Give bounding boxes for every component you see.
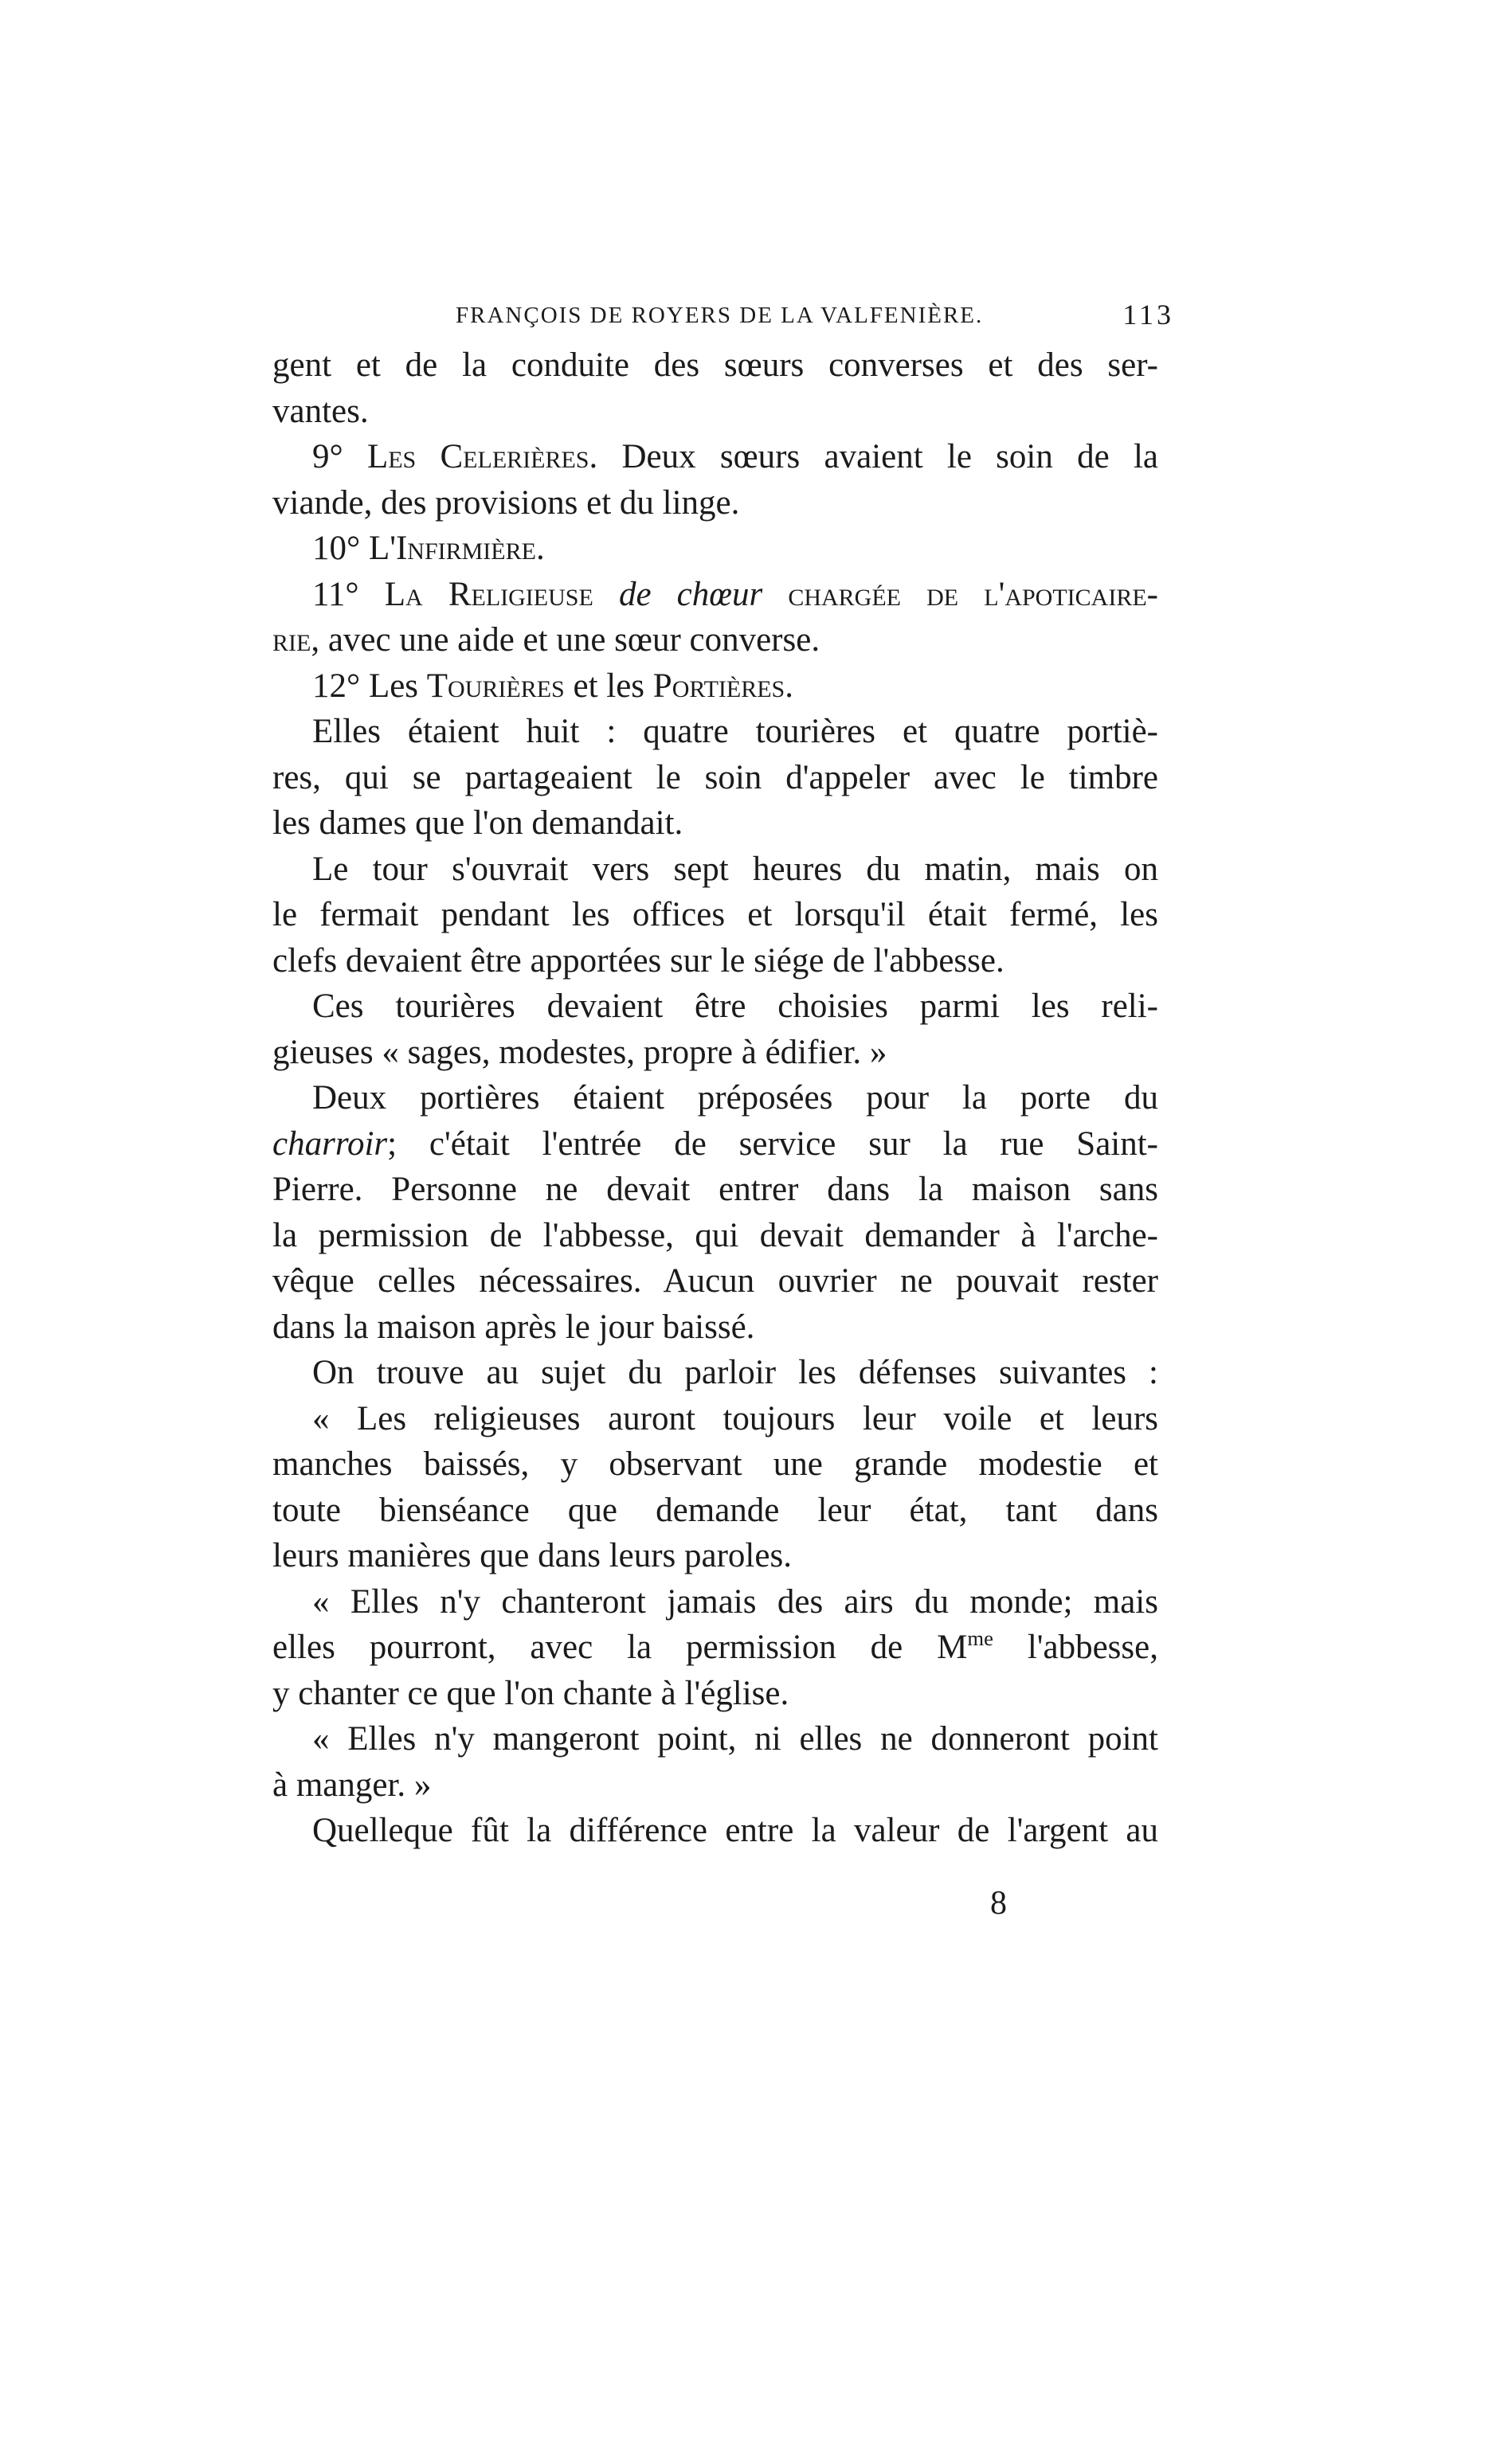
text-line: Deux portières étaient préposées pour la porte du bbox=[312, 1079, 1158, 1117]
text-line: à manger. » bbox=[272, 1766, 432, 1804]
text-span: l'abbesse, bbox=[993, 1629, 1158, 1666]
page-header bbox=[456, 299, 1174, 342]
text-line: clefs devaient être apportées sur le siége de l'abbesse. bbox=[272, 941, 1004, 980]
text-line: Ces tourières devaient être choisies parmi les reli- bbox=[312, 988, 1158, 1025]
item-heading: chargée de l'apoticaire- bbox=[762, 575, 1158, 613]
text-line: la permission de l'abbesse, qui devait demander à l'arche- bbox=[272, 1216, 1158, 1254]
item-number: 11° bbox=[312, 575, 385, 613]
item-heading: Tourières bbox=[426, 667, 565, 705]
text-line: « Les religieuses auront toujours leur voile et leurs bbox=[312, 1399, 1158, 1437]
text-line: les dames que l'on demandait. bbox=[272, 804, 683, 842]
text-line: vêque celles nécessaires. Aucun ouvrier ne pouvait rester bbox=[272, 1262, 1158, 1300]
text-line: viande, des provisions et du linge. bbox=[272, 483, 740, 522]
list-item-10 bbox=[272, 526, 1158, 572]
text-line: gent et de la conduite des sœurs converses et des ser- bbox=[272, 346, 1158, 384]
text-span: ; c'était l'entrée de service sur la rue Saint- bbox=[387, 1124, 1158, 1163]
text-line: vantes. bbox=[272, 392, 369, 430]
text-line bbox=[272, 1625, 1158, 1671]
italic-span: charroir bbox=[272, 1124, 388, 1163]
italic-span: de chœur bbox=[618, 575, 763, 613]
running-head: FRANÇOIS DE ROYERS DE LA VALFENIÈRE. bbox=[456, 303, 984, 328]
list-item-11 bbox=[272, 572, 1158, 618]
text-line: Elles étaient huit : quatre tourières et quatre portiè- bbox=[312, 713, 1158, 750]
text-line: Pierre. Personne ne devait entrer dans la maison sans bbox=[272, 1171, 1158, 1208]
text-line: le fermait pendant les offices et lorsqu'il était fermé, les bbox=[272, 896, 1158, 933]
text-line: « Elles n'y chanteront jamais des airs du monde; mais bbox=[312, 1582, 1158, 1621]
item-number: 10° bbox=[312, 530, 369, 567]
text-span: 12° Les bbox=[312, 667, 427, 705]
text-line: « Elles n'y mangeront point, ni elles ne donneront point bbox=[312, 1720, 1158, 1758]
text-span: elles pourront, avec la permission de M bbox=[272, 1629, 968, 1666]
list-item-9 bbox=[272, 434, 1158, 480]
item-heading: Les Celerières bbox=[366, 438, 589, 475]
text-span: . bbox=[785, 667, 793, 705]
text-line: toute bienséance que demande leur état, tant dans bbox=[272, 1491, 1158, 1529]
item-heading: L'Infirmière bbox=[368, 530, 536, 567]
text-line bbox=[272, 617, 1158, 663]
text-line: On trouve au sujet du parloir les défenses suivantes : bbox=[312, 1354, 1158, 1391]
text-line: Le tour s'ouvrait vers sept heures du matin, mais on bbox=[312, 850, 1158, 888]
list-item-12 bbox=[272, 663, 1158, 710]
text-span: , avec une aide et une sœur converse. bbox=[311, 621, 820, 659]
text-line: dans la maison après le jour baissé. bbox=[272, 1308, 755, 1346]
item-heading: La Religieuse bbox=[384, 575, 619, 613]
text-line bbox=[272, 1121, 1158, 1167]
body-text bbox=[272, 342, 1158, 1854]
text-line: Quelleque fût la différence entre la valeur de l'argent au bbox=[312, 1812, 1158, 1849]
text-span: . bbox=[535, 530, 545, 567]
text-line: y chanter ce que l'on chante à l'église. bbox=[272, 1674, 789, 1712]
text-line: manches baissés, y observant une grande modestie et bbox=[272, 1445, 1158, 1483]
text-line: leurs manières que dans leurs paroles. bbox=[272, 1537, 792, 1574]
item-heading: Portières bbox=[652, 667, 785, 705]
text-line: res, qui se partageaient le soin d'appeler avec le timbre bbox=[272, 758, 1158, 796]
item-heading: rie bbox=[272, 621, 311, 659]
text-span: . Deux sœurs avaient le soin de la bbox=[589, 438, 1158, 475]
page-number: 113 bbox=[1122, 299, 1174, 330]
text-line: gieuses « sages, modestes, propre à édifier. » bbox=[272, 1033, 887, 1071]
item-number: 9° bbox=[312, 438, 367, 475]
signature-mark: 8 bbox=[990, 1885, 1007, 1922]
superscript: me bbox=[967, 1626, 993, 1651]
text-span: et les bbox=[564, 667, 653, 705]
